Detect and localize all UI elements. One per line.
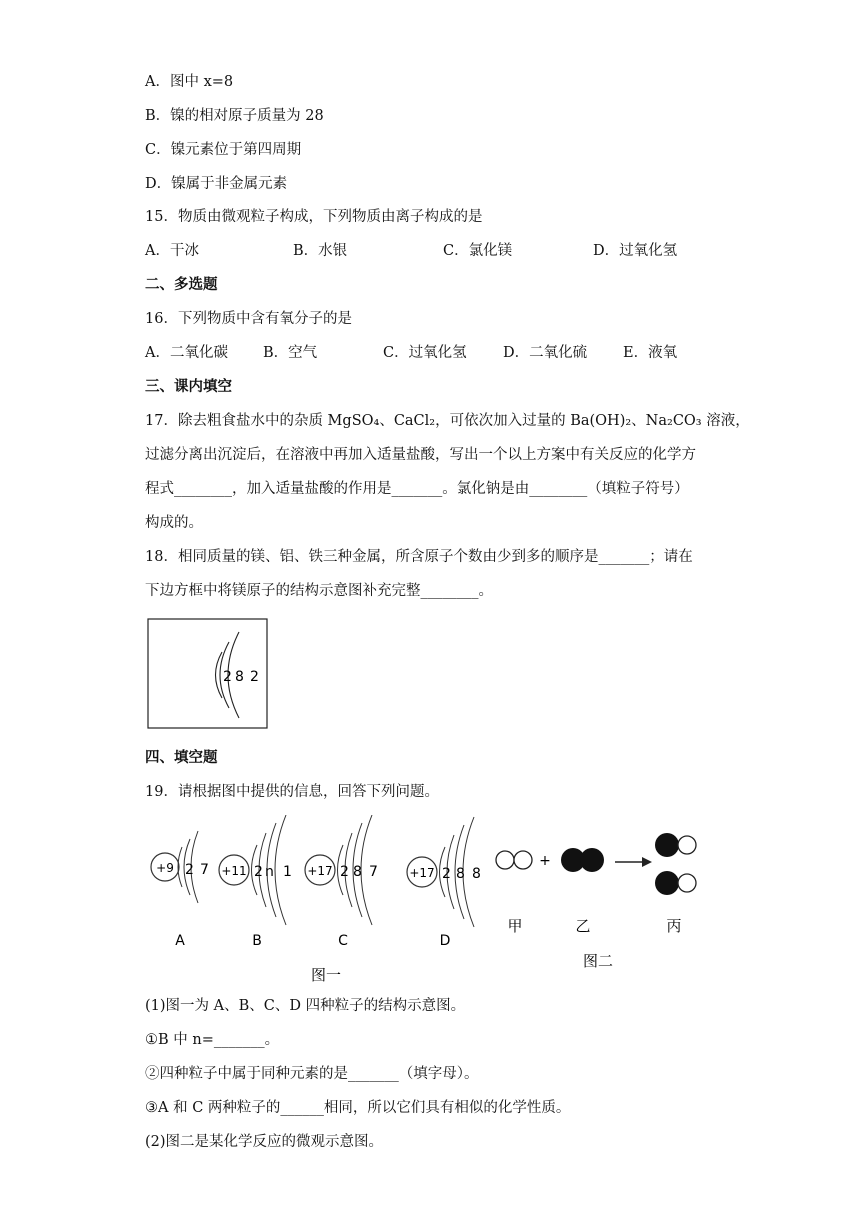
q16-option-c: C．过氧化氢 [383, 345, 467, 361]
atom-d-diagram [407, 817, 481, 949]
atom-a-diagram [151, 831, 209, 949]
atom-b-shell-2: n [265, 864, 274, 880]
atom-c-diagram [305, 815, 378, 949]
label-jia: 甲 [507, 917, 523, 935]
q14-option-b: B．镍的相对原子质量为 28 [145, 108, 324, 124]
q15-option-b: B．水银 [293, 243, 348, 259]
atom-a-nucleus: +9 [156, 861, 174, 875]
atom-b-shell-1: 2 [254, 864, 263, 880]
atom-c-shell-2: 8 [353, 864, 362, 880]
atom-b-nucleus: +11 [221, 864, 247, 878]
q16-option-e: E．液氧 [623, 345, 678, 361]
q14-option-a: A．图中 x=8 [145, 74, 234, 90]
section-class-fill-title: 三、课内填空 [145, 378, 232, 395]
reaction-arrow [615, 857, 652, 867]
plus-sign: + [539, 853, 551, 869]
q19-figure-1 [140, 815, 500, 990]
q18-shell-1-count: 2 [223, 669, 232, 685]
figure-2-caption: 图二 [582, 952, 614, 970]
q19-sub-2: ②四种粒子中属于同种元素的是_______（填字母）。 [145, 1066, 479, 1082]
q15-option-d: D．过氧化氢 [593, 243, 678, 259]
atom-b-label: B [252, 933, 262, 949]
q18-shell-2-count: 8 [235, 669, 244, 685]
atom-d-label: D [439, 933, 451, 949]
section-fill-title: 四、填空题 [145, 749, 218, 766]
q18-shell-3-count: 2 [250, 669, 259, 685]
q15-option-c: C．氯化镁 [443, 243, 513, 259]
atom-c-nucleus: +17 [307, 864, 333, 878]
atom-a-shell-1: 2 [185, 862, 194, 878]
label-yi: 乙 [575, 917, 591, 935]
q17-line-1: 17．除去粗食盐水中的杂质 MgSO₄、CaCl₂，可依次加入过量的 Ba(OH)₂、Na₂CO₃ 溶液， [145, 413, 750, 429]
q19-sub-1: ①B 中 n=_______。 [145, 1032, 280, 1048]
atom-b-diagram [219, 815, 292, 949]
q18-atom-diagram-box [147, 618, 269, 730]
q16-option-a: A．二氧化碳 [145, 345, 228, 361]
q16-option-d: D．二氧化硫 [503, 345, 588, 361]
q17-line-3: 程式________，加入适量盐酸的作用是_______。氯化钠是由________（填粒子符号） [145, 481, 689, 497]
q14-option-c: C．镍元素位于第四周期 [145, 142, 302, 158]
atom-d-shell-1: 2 [442, 866, 451, 882]
q15-option-a: A．干冰 [145, 243, 199, 259]
reactant-jia-molecule [496, 851, 532, 869]
product-bing-molecules [655, 833, 696, 895]
q16-stem: 16．下列物质中含有氧分子的是 [145, 311, 352, 327]
q18-line-2: 下边方框中将镁原子的结构示意图补充完整________。 [145, 583, 493, 599]
q19-part-1-intro: (1)图一为 A、B、C、D 四种粒子的结构示意图。 [145, 998, 466, 1014]
q14-option-d: D．镍属于非金属元素 [145, 176, 288, 192]
section-multi-choice-title: 二、多选题 [145, 276, 218, 293]
reactant-yi-molecule [561, 848, 604, 872]
figure-1-caption: 图一 [310, 966, 342, 984]
q19-stem: 19．请根据图中提供的信息，回答下列问题。 [145, 784, 439, 800]
atom-d-shell-3: 8 [472, 866, 481, 882]
atom-a-label: A [175, 933, 185, 949]
q19-figure-2 [490, 825, 715, 975]
q18-line-1: 18．相同质量的镁、铝、铁三种金属，所含原子个数由少到多的顺序是_______；请在 [145, 549, 693, 565]
atom-c-shell-1: 2 [340, 864, 349, 880]
q16-option-b: B．空气 [263, 345, 318, 361]
q17-line-2: 过滤分离出沉淀后，在溶液中再加入适量盐酸，写出一个以上方案中有关反应的化学方 [145, 447, 696, 463]
q15-stem: 15．物质由微观粒子构成，下列物质由离子构成的是 [145, 209, 483, 225]
atom-c-shell-3: 7 [369, 864, 378, 880]
q19-sub-3: ③A 和 C 两种粒子的______相同，所以它们具有相似的化学性质。 [145, 1100, 571, 1116]
atom-d-shell-2: 8 [456, 866, 465, 882]
label-bing: 丙 [666, 917, 682, 935]
atom-d-nucleus: +17 [409, 866, 435, 880]
atom-a-shell-2: 7 [200, 862, 209, 878]
atom-b-shell-3: 1 [283, 864, 292, 880]
atom-c-label: C [338, 933, 348, 949]
q19-part-2-intro: (2)图二是某化学反应的微观示意图。 [145, 1134, 384, 1150]
q17-line-4: 构成的。 [145, 515, 203, 531]
